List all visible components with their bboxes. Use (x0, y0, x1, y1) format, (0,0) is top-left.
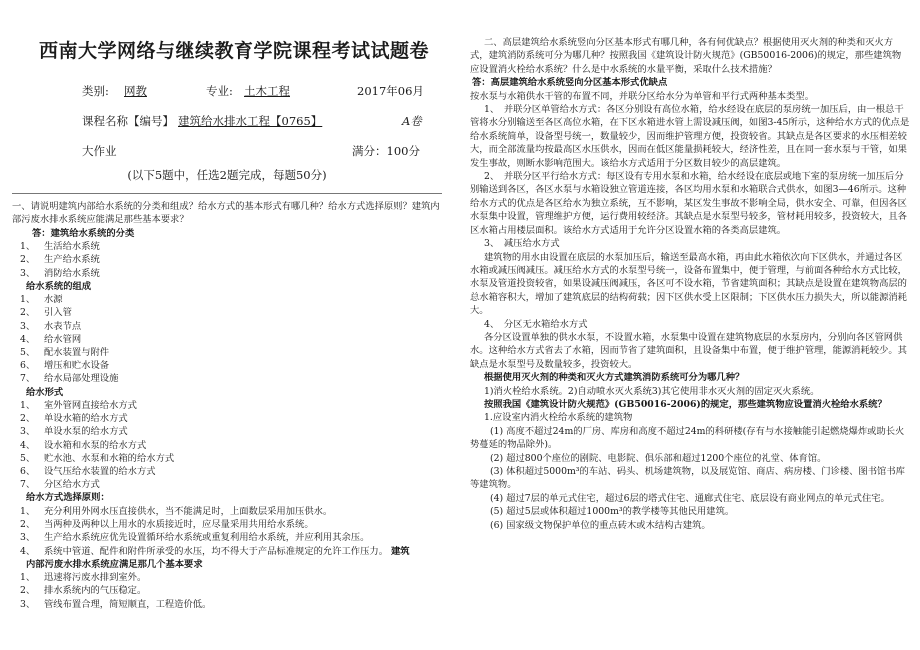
info-row-category (12, 83, 442, 101)
drain-heading: 内部污废水排水系统应满足那几个基本要求 (26, 558, 203, 570)
list-item: 6、 增压和贮水设备 (20, 360, 110, 372)
course-value: 建筑给水排水工程【0765】 (178, 114, 323, 128)
paragraph-3-heading: 3、 减压给水方式 (484, 238, 560, 250)
fire-heading: 根据使用灭火剂的种类和灭火方式建筑消防系统可分为哪几种？ (484, 372, 745, 384)
forms-heading: 给水形式 (26, 386, 64, 398)
answer-heading: 答：高层建筑给水系统竖向分区基本形式优缺点 (472, 77, 668, 89)
paragraph-2: 2、 并联分区平行给水方式：每区设有专用水泵和水箱，给水经设在底层或地下室的泵房统一加压后分别输送到各区，各区水泵与水箱设独立管道连接，各区均用水泵和水箱联合式供水，如图3—46所示。这种给水方式的优点是各区给水为独立系统，互不影响，某区发生事故不影响全局，供水安全、可靠，但因各区水泵集中设置，管理维护方便，运行费用较经济。其缺点是水泵型号较多，管材耗用较多，投资较大，且各区水箱占用楼层面积。该给水方式适用于允许分区设置水箱的各类高层建筑。 (470, 171, 907, 236)
question-2: 二、高层建筑给水系统竖向分区基本形式有哪几种，各有何优缺点？根据使用灭火剂的种类和灭火方式，建筑消防系统可分为哪几种？按照我国《建筑设计防火规范》(GB50016-2006)的规定，那些建筑物应设置消火栓给水系统？什么是中水系统的水量平衡，采取什么技术措施？ (470, 37, 902, 75)
course-label: 课程名称【编号】 (82, 114, 174, 128)
major-label: 专业: (206, 84, 233, 98)
list-item: 4、 系统中管道、配件和附件所承受的水压，均不得大于产品标准规定的允许工作压力。 建筑 (20, 545, 410, 557)
assignment-label: 大作业 (82, 144, 117, 158)
paragraph-4: 各分区设置单独的供水水泵，不设置水箱，水泵集中设置在建筑物底层的水泵房内，分别向各区管网供水。这种给水方式省去了水箱，因而节省了建筑面积，且设备集中布置，便于维护管理，能源消耗较少。其缺点是水泵型号及数量较多，投资较大。 (470, 331, 907, 370)
paragraph-4-heading: 4、 分区无水箱给水方式 (484, 318, 588, 330)
question-1: 一、请说明建筑内部给水系统的分类和组成？给水方式的基本形式有哪几种？给水方式选择原则？建筑内部污废水排水系统应能满足那些基本要求？ (12, 201, 440, 226)
list-item: 3、 生产给水系统应优先设置循环给水系统或重复利用给水系统，并应利用其余压。 (20, 532, 370, 544)
list-item: (6) 国家级文物保护单位的重点砖木或木结构古建筑。 (490, 519, 711, 531)
left-column (12, 30, 442, 611)
list-item: 7、 给水局部处理设施 (20, 373, 119, 385)
fire-text: 1)消火栓给水系统。2)自动喷水灭火系统3)其它使用非水灭火剂的固定灭火系统。 (484, 385, 820, 397)
list-item: 1、 生活给水系统 (20, 241, 100, 253)
category-value: 网教 (124, 84, 147, 98)
paragraph-3: 建筑物的用水由设置在底层的水泵加压后，输送至最高水箱，再由此水箱依次向下区供水，并通过各区水箱或减压阀减压。减压给水方式的水泵型号统一，设备布置集中，便于管理，与前面各种给水方式比较，水泵及管道投资较省，如果设减压阀减压，各区可不设水箱，节省建筑面积；其缺点是设置在建筑物高层的总水箱容积大，增加了建筑底层的结构荷载；因下区供水受上区限制；下区供水压力损失大，所以能源消耗大。 (470, 251, 907, 317)
list-item: 3、 水表节点 (20, 320, 82, 332)
info-row-course (12, 113, 442, 131)
list-item: 2、 引入管 (20, 307, 72, 319)
list-item: 2、 排水系统内的气压稳定。 (20, 585, 147, 597)
compose-list (12, 293, 442, 385)
list-item: (2) 超过800个座位的剧院、电影院、俱乐部和超过1200个座位的礼堂、体育馆。 (490, 452, 827, 464)
code-heading: 按照我国《建筑设计防火规范》(GB50016-2006)的规定，那些建筑物应设置消火栓给水系统？ (484, 398, 887, 410)
forms-list (12, 399, 442, 491)
list-item: 6、 设气压给水装置的给水方式 (20, 466, 156, 478)
drain-list (12, 571, 442, 611)
right-column (470, 36, 910, 532)
list-item: 1、 室外管网直接给水方式 (20, 400, 137, 412)
list-item: 3、 单设水泵的给水方式 (20, 426, 128, 438)
major-value: 土木工程 (244, 84, 290, 98)
page-title: 西南大学网络与继续教育学院课程考试试题卷 (38, 40, 429, 62)
principle-list (12, 505, 442, 558)
info-row-assignment (12, 143, 442, 161)
paper-type: A卷 (402, 114, 422, 128)
list-item: (5) 超过5层或体积超过1000m³的教学楼等其他民用建筑。 (490, 506, 735, 518)
compose-heading: 给水系统的组成 (26, 280, 92, 292)
classify-list (12, 240, 442, 280)
list-item: 2、 当两种及两种以上用水的水质接近时，应尽量采用共用给水系统。 (20, 519, 314, 531)
list-item: 3、 管线布置合理，简短顺直，工程造价低。 (20, 598, 212, 610)
list-item: 4、 设水箱和水泵的给水方式 (20, 439, 147, 451)
list-item: 1、 水源 (20, 294, 63, 306)
code-subheading: 1.应设室内消火栓给水系统的建筑物 (484, 412, 633, 424)
list-item: 2、 生产给水系统 (20, 254, 100, 266)
list-item: 5、 配水装置与附件 (20, 347, 110, 359)
list-item: 4、 给水管网 (20, 333, 82, 345)
list-item: (3) 体积超过5000m³的车站、码头、机场建筑物，以及展览馆、商店、病房楼、门诊楼、图书馆书库等建筑物。 (470, 466, 905, 491)
list-item: 7、 分区给水方式 (20, 479, 100, 491)
list-item: 3、 消防给水系统 (20, 267, 100, 279)
principle-heading: 给水方式选择原则： (26, 492, 110, 504)
list-item: (4) 超过7层的单元式住宅，超过6层的塔式住宅、通廊式住宅、底层设有商业网点的单元式住宅。 (490, 492, 890, 504)
category-label: 类别: (82, 84, 109, 98)
exam-date: 2017年06月 (357, 84, 424, 98)
list-item: 2、 单设水箱的给水方式 (20, 413, 128, 425)
list-item: 1、 迅速将污废水排到室外。 (20, 572, 147, 584)
divider (12, 193, 442, 194)
instruction: (以下5题中，任选2题完成，每题50分) (127, 168, 327, 182)
answer-intro: 按水泵与水箱供水干管的布置不同，并联分区给水分为单管和平行式两种基本类型。 (470, 90, 814, 102)
list-item: (1) 高度不超过24m的厂房、库房和高度不超过24m的科研楼(存有与水接触能引起燃烧爆炸或助长火势蔓延的物品除外)。 (470, 425, 905, 451)
list-item: 5、 贮水池、水泵和水箱的给水方式 (20, 452, 175, 464)
full-score: 满分：100分 (352, 144, 420, 158)
code-list (470, 425, 910, 532)
drain-heading-prefix: 建筑 (390, 545, 410, 557)
paragraph-1: 1、 并联分区单管给水方式：各区分别设有高位水箱，给水经设在底层的泵房统一加压后，由一根总干管将水分别输送至各区高位水箱，在下区水箱进水管上需设减压阀，如图3-45所示，这种给水方式的优点是给水系统简单，设备型号统一，数量较少，因而维护管理方便，投资较省。其缺点是各区要求的水压相差较大，而全部流量均按最高区水压供水，因而在低区能量损耗较大，经济性差，且在同一套水泵与干管，如果发生事故，则断水影响范围大。该给水方式适用于分区数目较少的高层建筑。 (470, 104, 910, 169)
list-item: 1、 充分利用外网水压直接供水，当不能满足时，上面数层采用加压供水。 (20, 505, 333, 517)
answer-classify-heading: 答：建筑给水系统的分类 (32, 227, 135, 239)
